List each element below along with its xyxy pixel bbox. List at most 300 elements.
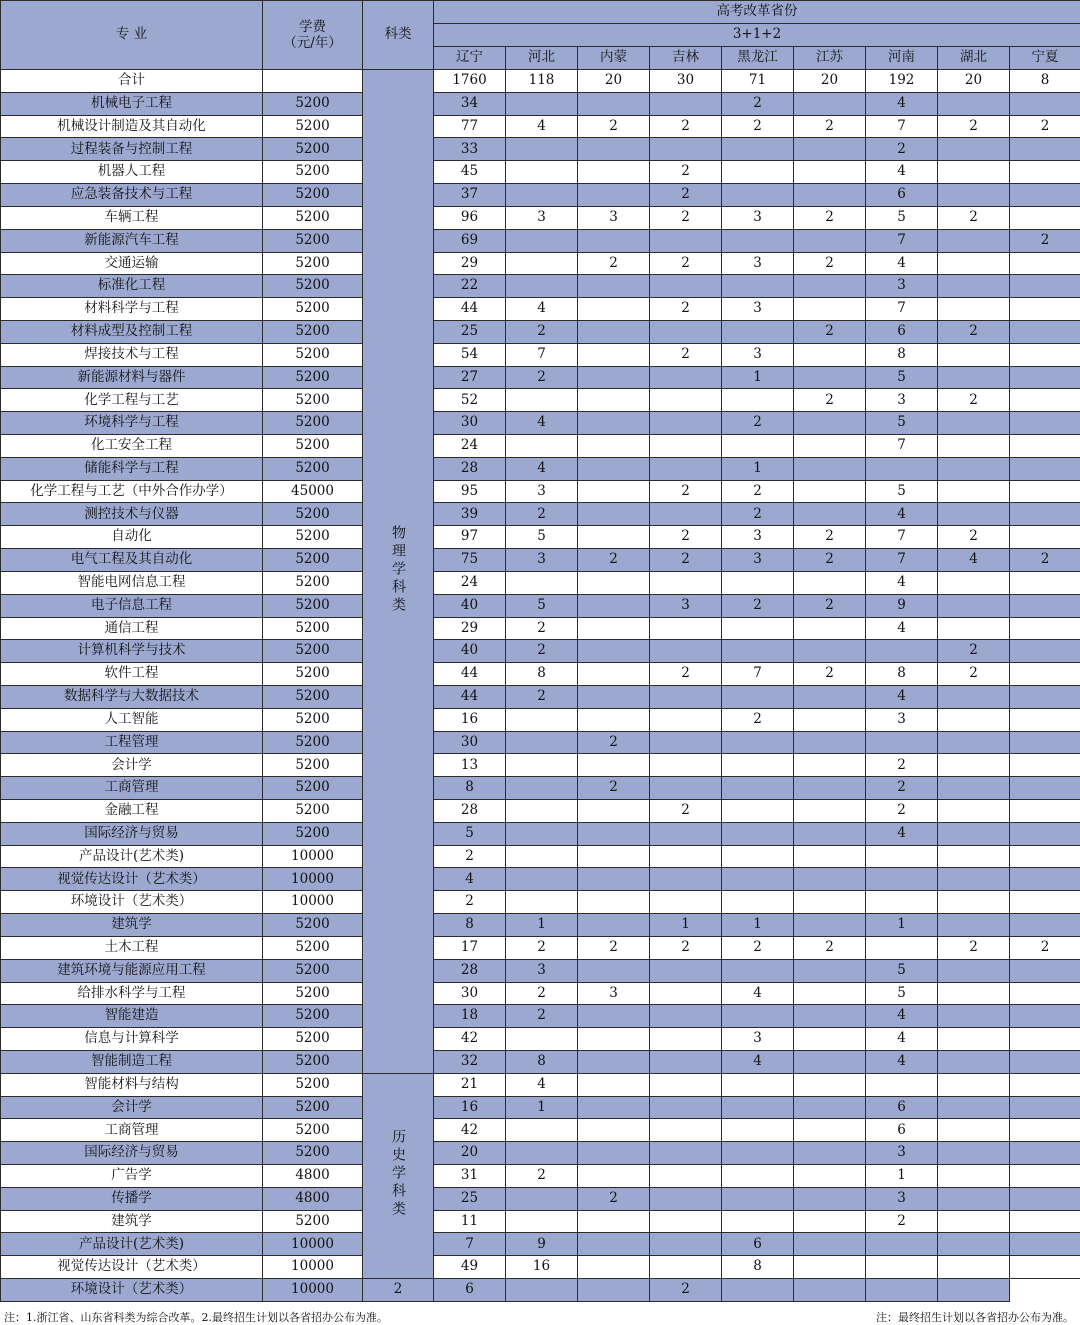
major-name: 产品设计(艺术类) [1,845,263,868]
category-label: 历史学科类 [390,1129,406,1220]
quota-cell: 6 [722,1233,794,1256]
quota-cell [794,275,866,298]
quota-cell [794,1028,866,1051]
quota-cell [506,1279,578,1302]
quota-cell: 2 [938,389,1010,412]
major-name: 软件工程 [1,663,263,686]
quota-cell [650,1050,722,1073]
quota-cell [866,640,938,663]
quota-cell [938,891,1010,914]
quota-cell [794,1096,866,1119]
quota-cell: 16 [434,1096,506,1119]
major-name: 工商管理 [1,1119,263,1142]
quota-cell: 8 [866,663,938,686]
quota-cell: 8 [866,343,938,366]
quota-cell [938,275,1010,298]
quota-cell [794,161,866,184]
table-row [1,845,1080,868]
province-header: 吉林 [650,47,722,70]
major-name: 广告学 [1,1165,263,1188]
tuition-fee: 5200 [263,526,363,549]
quota-cell [578,1279,650,1302]
table-row [1,252,1080,275]
quota-cell: 2 [506,617,578,640]
tuition-fee: 5200 [263,229,363,252]
tuition-fee: 5200 [263,1142,363,1165]
quota-cell: 2 [794,526,866,549]
quota-cell [650,868,722,891]
major-name: 环境设计（艺术类） [1,1279,263,1302]
table-row [1,914,1080,937]
quota-cell [722,161,794,184]
quota-cell [794,685,866,708]
major-name: 化学工程与工艺 [1,389,263,412]
quota-cell: 2 [794,252,866,275]
quota-cell: 2 [866,800,938,823]
quota-cell [794,92,866,115]
quota-cell: 7 [866,115,938,138]
tuition-fee: 5200 [263,206,363,229]
quota-cell: 2 [866,754,938,777]
quota-cell [650,1187,722,1210]
tuition-fee: 5200 [263,754,363,777]
total-row [1,70,1080,93]
quota-cell: 32 [434,1050,506,1073]
quota-cell: 2 [506,366,578,389]
quota-cell [506,229,578,252]
category-cell-history [363,1073,434,1278]
quota-cell [578,343,650,366]
quota-cell: 5 [866,366,938,389]
tuition-fee: 5200 [263,275,363,298]
quota-cell [938,1142,1010,1165]
quota-cell: 13 [434,754,506,777]
quota-cell: 1 [722,366,794,389]
quota-cell [578,594,650,617]
table-row [1,708,1080,731]
quota-cell [938,1028,1010,1051]
quota-cell [794,343,866,366]
table-row [1,457,1080,480]
quota-cell: 2 [506,1165,578,1188]
quota-cell [938,617,1010,640]
quota-cell [578,92,650,115]
table-row [1,161,1080,184]
quota-cell: 25 [434,1187,506,1210]
table-row [1,526,1080,549]
quota-cell: 27 [434,366,506,389]
quota-cell [1010,617,1080,640]
major-name: 交通运输 [1,252,263,275]
category-label: 物理学科类 [390,524,406,615]
quota-cell [650,457,722,480]
quota-cell [722,1210,794,1233]
quota-cell [938,845,1010,868]
quota-cell: 2 [794,320,866,343]
quota-cell: 3 [722,1028,794,1051]
quota-cell [1010,754,1080,777]
province-header: 黑龙江 [722,47,794,70]
quota-cell: 3 [722,526,794,549]
quota-cell [650,959,722,982]
quota-cell: 29 [434,252,506,275]
quota-cell: 2 [722,412,794,435]
table-row [1,777,1080,800]
quota-cell [506,184,578,207]
tuition-fee: 5200 [263,822,363,845]
quota-cell: 2 [650,252,722,275]
tuition-fee: 5200 [263,959,363,982]
quota-cell [1010,731,1080,754]
total-label: 合计 [1,70,263,93]
quota-cell: 4 [866,571,938,594]
footnote-right: 注：最终招生计划以各省招办公布为准。 [876,1311,1074,1324]
major-name: 土木工程 [1,936,263,959]
quota-cell [866,868,938,891]
quota-cell [722,891,794,914]
quota-cell [794,1119,866,1142]
quota-cell [1010,1233,1080,1256]
quota-cell [506,731,578,754]
quota-cell [794,298,866,321]
quota-cell [938,594,1010,617]
quota-cell: 2 [794,206,866,229]
quota-cell: 2 [722,115,794,138]
quota-cell [938,1165,1010,1188]
quota-cell [578,435,650,458]
quota-cell: 3 [866,1142,938,1165]
table-row [1,1142,1080,1165]
quota-cell [650,822,722,845]
province-header: 宁夏 [1010,47,1080,70]
quota-cell [938,708,1010,731]
quota-cell [578,959,650,982]
quota-cell: 4 [866,617,938,640]
quota-cell [1010,1119,1080,1142]
tuition-fee: 5200 [263,800,363,823]
quota-cell: 8 [506,663,578,686]
quota-cell [794,571,866,594]
quota-cell [578,457,650,480]
major-name: 人工智能 [1,708,263,731]
quota-cell [722,685,794,708]
quota-cell [506,777,578,800]
quota-cell [506,161,578,184]
quota-cell: 33 [434,138,506,161]
quota-cell [722,320,794,343]
quota-cell: 2 [938,115,1010,138]
quota-cell: 7 [866,435,938,458]
quota-cell: 1 [506,1096,578,1119]
major-name: 会计学 [1,1096,263,1119]
table-row [1,1256,1080,1279]
quota-cell [1010,1142,1080,1165]
quota-cell [938,685,1010,708]
quota-cell: 2 [722,708,794,731]
quota-cell [722,800,794,823]
tuition-fee: 5200 [263,457,363,480]
table-row [1,1096,1080,1119]
quota-cell [650,1142,722,1165]
quota-cell: 2 [650,526,722,549]
quota-cell: 8 [506,1050,578,1073]
quota-cell [506,845,578,868]
quota-cell: 2 [794,549,866,572]
quota-cell: 4 [506,298,578,321]
footnotes [0,1310,1080,1325]
table-row [1,549,1080,572]
quota-cell [650,845,722,868]
quota-cell: 22 [434,275,506,298]
quota-cell [650,571,722,594]
quota-cell: 1 [506,914,578,937]
quota-cell [722,1096,794,1119]
tuition-fee: 5200 [263,777,363,800]
quota-cell: 24 [434,571,506,594]
quota-cell: 5 [866,412,938,435]
quota-cell: 44 [434,298,506,321]
total-value: 118 [506,70,578,93]
quota-cell: 24 [434,435,506,458]
quota-cell [794,1256,866,1279]
quota-cell [938,1119,1010,1142]
quota-cell: 28 [434,457,506,480]
table-row [1,640,1080,663]
quota-cell [650,1256,722,1279]
quota-cell: 2 [506,685,578,708]
tuition-fee: 5200 [263,549,363,572]
quota-cell: 4 [866,92,938,115]
quota-cell: 2 [794,389,866,412]
quota-cell: 2 [938,206,1010,229]
table-row [1,1165,1080,1188]
quota-cell [722,845,794,868]
major-name: 新能源材料与器件 [1,366,263,389]
quota-cell [722,1005,794,1028]
quota-cell [506,1210,578,1233]
quota-cell [938,480,1010,503]
quota-cell [650,138,722,161]
quota-cell [722,754,794,777]
quota-cell [650,1165,722,1188]
quota-cell [938,1096,1010,1119]
quota-cell [1010,685,1080,708]
quota-cell [1010,366,1080,389]
quota-cell [578,1119,650,1142]
major-name: 过程装备与控制工程 [1,138,263,161]
quota-cell [866,936,938,959]
table-row [1,275,1080,298]
quota-cell: 95 [434,480,506,503]
quota-cell: 39 [434,503,506,526]
quota-cell [578,389,650,412]
major-name: 电气工程及其自动化 [1,549,263,572]
quota-cell [578,891,650,914]
major-name: 建筑学 [1,1210,263,1233]
tuition-fee: 5200 [263,1028,363,1051]
quota-cell [578,366,650,389]
quota-cell [578,663,650,686]
table-row [1,184,1080,207]
quota-cell: 21 [434,1073,506,1096]
quota-cell: 4 [866,685,938,708]
quota-cell: 2 [938,526,1010,549]
quota-cell: 2 [506,640,578,663]
tuition-fee: 5200 [263,731,363,754]
quota-cell [794,412,866,435]
major-name: 焊接技术与工程 [1,343,263,366]
tuition-fee: 5200 [263,594,363,617]
tuition-fee: 5200 [263,982,363,1005]
table-row [1,594,1080,617]
quota-cell [722,959,794,982]
quota-cell [578,1028,650,1051]
table-row [1,571,1080,594]
quota-cell [938,161,1010,184]
quota-cell [506,708,578,731]
quota-cell [578,845,650,868]
quota-cell: 28 [434,959,506,982]
quota-cell [722,138,794,161]
quota-cell: 4 [866,1028,938,1051]
quota-cell [1010,800,1080,823]
total-value: 30 [650,70,722,93]
quota-cell [722,184,794,207]
tuition-fee: 5200 [263,640,363,663]
quota-cell: 2 [506,936,578,959]
quota-cell [722,1119,794,1142]
province-header: 湖北 [938,47,1010,70]
quota-cell: 1 [722,457,794,480]
quota-cell [650,708,722,731]
quota-cell: 2 [650,549,722,572]
quota-cell [938,822,1010,845]
quota-cell [794,822,866,845]
table-row [1,412,1080,435]
quota-cell [650,640,722,663]
quota-cell [650,731,722,754]
quota-cell [938,868,1010,891]
quota-cell: 54 [434,343,506,366]
quota-cell: 4 [506,1073,578,1096]
table-row [1,1210,1080,1233]
quota-cell: 2 [794,663,866,686]
table-row [1,959,1080,982]
total-value: 71 [722,70,794,93]
quota-cell [866,1256,938,1279]
quota-cell [938,1050,1010,1073]
major-name: 工商管理 [1,777,263,800]
tuition-fee: 5200 [263,343,363,366]
major-name: 通信工程 [1,617,263,640]
quota-cell: 7 [866,229,938,252]
table-row [1,138,1080,161]
quota-cell [722,1279,794,1302]
quota-cell: 4 [938,549,1010,572]
table-row [1,503,1080,526]
quota-cell [866,1279,938,1302]
tuition-fee: 5200 [263,914,363,937]
quota-cell [1010,92,1080,115]
table-row [1,891,1080,914]
table-row [1,343,1080,366]
total-value: 8 [1010,70,1080,93]
quota-cell: 5 [866,982,938,1005]
quota-cell [1010,891,1080,914]
major-name: 车辆工程 [1,206,263,229]
quota-cell [938,914,1010,937]
quota-cell [506,891,578,914]
tuition-fee: 5200 [263,708,363,731]
quota-cell [1010,412,1080,435]
category-cell-physics [363,70,434,1074]
header-reform-provinces: 高考改革省份 [434,1,1080,24]
quota-cell [578,184,650,207]
quota-cell: 2 [1010,115,1080,138]
quota-cell: 30 [434,412,506,435]
quota-cell: 2 [794,115,866,138]
major-name: 国际经济与贸易 [1,822,263,845]
quota-cell [794,617,866,640]
quota-cell: 20 [434,1142,506,1165]
quota-cell: 52 [434,389,506,412]
quota-cell: 30 [434,982,506,1005]
quota-cell: 3 [866,708,938,731]
quota-cell: 2 [650,343,722,366]
quota-cell [794,138,866,161]
tuition-fee: 10000 [263,1233,363,1256]
quota-cell [866,731,938,754]
quota-cell [794,845,866,868]
quota-cell [1010,252,1080,275]
quota-cell [578,275,650,298]
major-name: 标准化工程 [1,275,263,298]
quota-cell: 2 [1010,936,1080,959]
quota-cell: 6 [866,184,938,207]
quota-cell [794,480,866,503]
quota-cell [794,1073,866,1096]
quota-cell [506,389,578,412]
major-name: 材料成型及控制工程 [1,320,263,343]
quota-cell [1010,594,1080,617]
major-name: 化工安全工程 [1,435,263,458]
quota-cell: 44 [434,663,506,686]
quota-cell: 1 [650,914,722,937]
quota-cell [938,777,1010,800]
quota-cell: 18 [434,1005,506,1028]
tuition-fee: 5200 [263,389,363,412]
province-header: 河南 [866,47,938,70]
quota-cell [506,435,578,458]
quota-cell: 6 [866,320,938,343]
quota-cell [578,640,650,663]
header-fee: 学费 （元/年） [263,1,363,70]
quota-cell: 2 [578,115,650,138]
quota-cell [506,822,578,845]
quota-cell: 4 [866,503,938,526]
major-name: 机械设计制造及其自动化 [1,115,263,138]
quota-cell: 7 [722,663,794,686]
quota-cell [650,685,722,708]
quota-cell [650,1005,722,1028]
quota-cell: 2 [650,206,722,229]
quota-cell: 3 [722,252,794,275]
quota-cell: 11 [434,1210,506,1233]
quota-cell: 2 [434,891,506,914]
quota-cell: 7 [866,526,938,549]
quota-cell: 2 [650,115,722,138]
tuition-fee: 5200 [263,663,363,686]
